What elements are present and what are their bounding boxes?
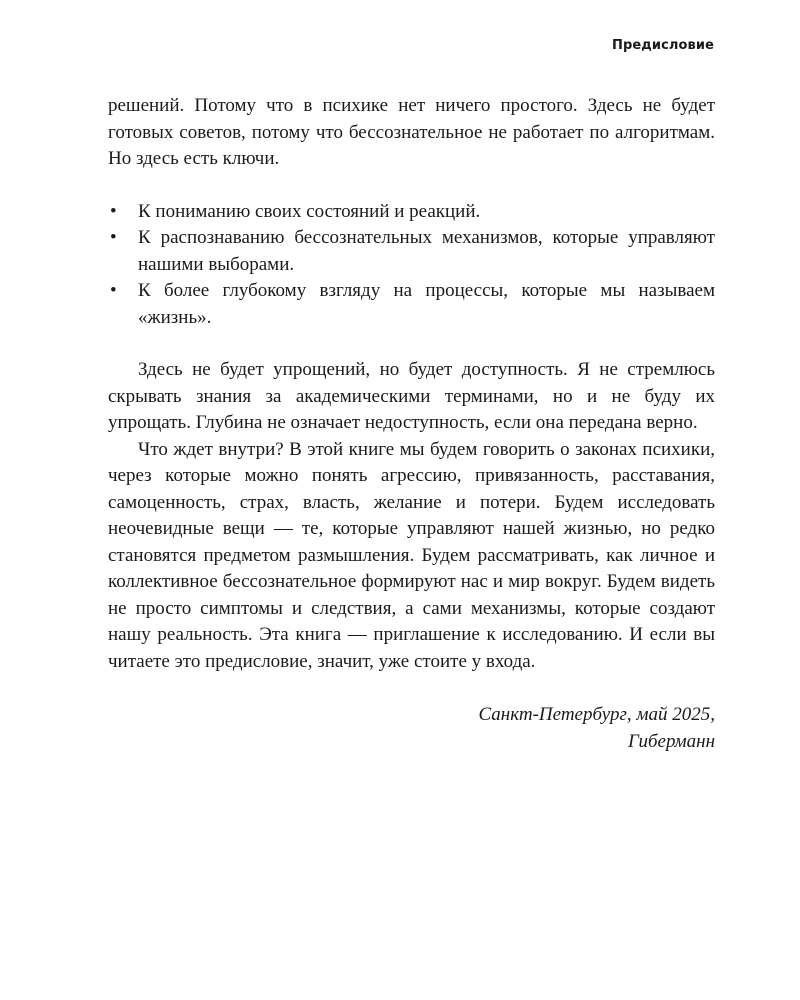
bullet-item	[108, 199, 715, 226]
bullet-icon: •	[110, 200, 117, 222]
running-header: Предисловие	[611, 38, 714, 53]
body-paragraph: Что ждет внутри? В этой книге мы будем говорить о законах психики, через которые можно понять агрессию, привязанность, расставания, самоценность, страх, власть, желание и потери. Будем исследовать неочевидные вещи — те, которые управляют нашей жизнью, но редко становятся предметом размышления. Будем рассматривать, как личное и коллективное бессознательное формируют нас и мир вокруг. Будем видеть не просто симптомы и следствия, а сами механизмы, которые создают нашу реальность. Эта книга — приглашение к исследованию. И если вы читаете это предисловие, значит, уже стоите у входа.	[108, 438, 715, 672]
bullet-text: К более глубокому взгляду на процессы, которые мы называем «жизнь».	[138, 280, 715, 328]
signature	[108, 702, 715, 755]
signature-author: Гиберманн	[628, 730, 715, 752]
bullet-icon: •	[110, 227, 117, 248]
bullet-text: К распознаванию бессознательных механизмов, которые управляют нашими выборами.	[138, 227, 715, 275]
bullet-item	[108, 278, 715, 331]
intro-paragraph: решений. Потому что в психике нет ничего простого. Здесь не будет готовых советов, потому что бессознательное не работает по алгоритмам. Но здесь есть ключи.	[108, 95, 715, 169]
bullet-icon: •	[110, 280, 117, 301]
bullet-item	[108, 225, 715, 278]
bullet-list	[108, 199, 715, 332]
bullet-text: К пониманию своих состояний и реакций.	[138, 200, 481, 222]
page-body	[108, 93, 715, 755]
body-paragraph: Здесь не будет упрощений, но будет доступность. Я не стремлюсь скрывать знания за академическими терминами, но и не буду их упрощать. Глубина не означает недоступность, если она передана верно.	[108, 359, 715, 433]
signature-place-date: Санкт-Петербург, май 2025,	[478, 704, 715, 725]
